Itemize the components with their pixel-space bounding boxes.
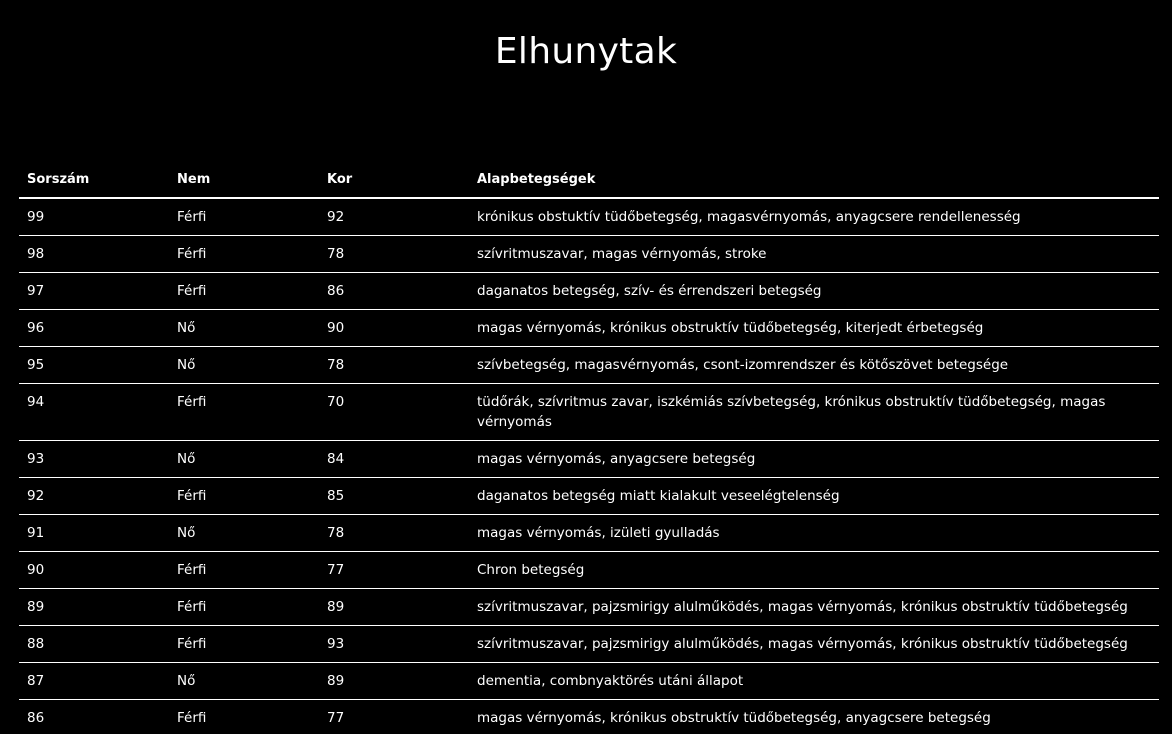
page-title: Elhunytak [494, 31, 678, 72]
cell-serial: 93 [19, 441, 169, 478]
cell-sex: Férfi [169, 384, 319, 441]
table-row [19, 515, 1159, 552]
cell-conditions: tüdőrák, szívritmus zavar, iszkémiás szívbetegség, krónikus obstruktív tüdőbetegség, magas vérnyomás [469, 384, 1159, 441]
deceased-table [19, 162, 1159, 734]
cell-sex: Férfi [169, 273, 319, 310]
cell-serial: 94 [19, 384, 169, 441]
column-header-conditions: Alapbetegségek [469, 162, 1159, 198]
cell-sex: Nő [169, 347, 319, 384]
cell-conditions: magas vérnyomás, krónikus obstruktív tüdőbetegség, kiterjedt érbetegség [469, 310, 1159, 347]
cell-conditions: Chron betegség [469, 552, 1159, 589]
column-header-age: Kor [319, 162, 469, 198]
cell-serial: 96 [19, 310, 169, 347]
cell-conditions: szívritmuszavar, pajzsmirigy alulműködés, magas vérnyomás, krónikus obstruktív tüdőbetegség [469, 589, 1159, 626]
column-header-serial: Sorszám [19, 162, 169, 198]
cell-sex: Nő [169, 515, 319, 552]
cell-age: 93 [319, 626, 469, 663]
cell-sex: Nő [169, 310, 319, 347]
cell-age: 85 [319, 478, 469, 515]
cell-sex: Férfi [169, 552, 319, 589]
table-row [19, 441, 1159, 478]
cell-serial: 91 [19, 515, 169, 552]
column-header-sex: Nem [169, 162, 319, 198]
cell-age: 78 [319, 236, 469, 273]
cell-serial: 87 [19, 663, 169, 700]
table-header [19, 162, 1159, 198]
cell-sex: Nő [169, 441, 319, 478]
deceased-table-container [19, 162, 1159, 734]
cell-conditions: daganatos betegség miatt kialakult veseelégtelenség [469, 478, 1159, 515]
cell-serial: 99 [19, 198, 169, 236]
cell-age: 84 [319, 441, 469, 478]
cell-age: 90 [319, 310, 469, 347]
cell-sex: Férfi [169, 236, 319, 273]
cell-age: 89 [319, 589, 469, 626]
cell-sex: Férfi [169, 589, 319, 626]
cell-conditions: magas vérnyomás, anyagcsere betegség [469, 441, 1159, 478]
table-row [19, 236, 1159, 273]
table-row [19, 347, 1159, 384]
cell-conditions: szívbetegség, magasvérnyomás, csont-izomrendszer és kötőszövet betegsége [469, 347, 1159, 384]
cell-age: 92 [319, 198, 469, 236]
table-row [19, 310, 1159, 347]
cell-conditions: magas vérnyomás, izületi gyulladás [469, 515, 1159, 552]
cell-serial: 86 [19, 700, 169, 734]
table-row [19, 626, 1159, 663]
table-row [19, 589, 1159, 626]
cell-age: 78 [319, 347, 469, 384]
cell-age: 86 [319, 273, 469, 310]
table-row [19, 552, 1159, 589]
table-header-row [19, 162, 1159, 198]
cell-serial: 98 [19, 236, 169, 273]
table-body [19, 198, 1159, 734]
cell-conditions: szívritmuszavar, pajzsmirigy alulműködés, magas vérnyomás, krónikus obstruktív tüdőbetegség [469, 626, 1159, 663]
cell-serial: 88 [19, 626, 169, 663]
cell-serial: 95 [19, 347, 169, 384]
cell-conditions: szívritmuszavar, magas vérnyomás, stroke [469, 236, 1159, 273]
cell-age: 78 [319, 515, 469, 552]
cell-serial: 92 [19, 478, 169, 515]
table-row [19, 700, 1159, 734]
cell-age: 70 [319, 384, 469, 441]
cell-conditions: daganatos betegség, szív- és érrendszeri betegség [469, 273, 1159, 310]
cell-conditions: magas vérnyomás, krónikus obstruktív tüdőbetegség, anyagcsere betegség [469, 700, 1159, 734]
cell-sex: Férfi [169, 700, 319, 734]
table-row [19, 198, 1159, 236]
cell-age: 89 [319, 663, 469, 700]
table-row [19, 273, 1159, 310]
cell-serial: 97 [19, 273, 169, 310]
cell-sex: Férfi [169, 198, 319, 236]
cell-conditions: krónikus obstuktív tüdőbetegség, magasvérnyomás, anyagcsere rendellenesség [469, 198, 1159, 236]
cell-sex: Férfi [169, 626, 319, 663]
cell-age: 77 [319, 700, 469, 734]
cell-sex: Nő [169, 663, 319, 700]
cell-conditions: dementia, combnyaktörés utáni állapot [469, 663, 1159, 700]
cell-serial: 89 [19, 589, 169, 626]
cell-serial: 90 [19, 552, 169, 589]
cell-age: 77 [319, 552, 469, 589]
table-row [19, 478, 1159, 515]
table-row [19, 384, 1159, 441]
table-row [19, 663, 1159, 700]
cell-sex: Férfi [169, 478, 319, 515]
